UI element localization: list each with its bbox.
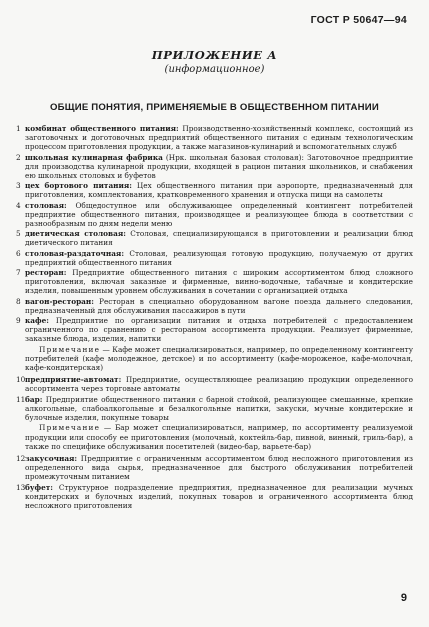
definition-number: 7 [16,268,21,278]
section-title: ОБЩИЕ ПОНЯТИЯ, ПРИМЕНЯЕМЫЕ В ОБЩЕСТВЕННОМ ПИТАНИИ [50,102,379,113]
definition-number: 9 [16,316,21,326]
definition-text: Предприятие общественного питания с широким ассортиментом блюд сложного приготовления, включая заказные и фирменные, винно-водочные, табачные и кондитерские изделия, повышенным уровнем обслуживания в сочетании с организацией отдыха [25,268,413,296]
definition-number: 2 [16,152,21,162]
note-label: Примечание [39,344,101,354]
definition-item [16,483,413,511]
definition-item [16,153,413,181]
appendix-title: ПРИЛОЖЕНИЕ А [151,48,278,62]
definition-text: Предприятие с ограниченным ассортиментом блюд несложного приготовления из определенного вида сырья, предназначенное для быстрого обслуживания потребителей промежуточным питанием [25,453,413,482]
definitions-list [16,124,413,511]
definition-item [16,201,413,229]
note-text: — Бар может специализироваться, например, по ассортименту реализуемой продукции или способу ее приготовления (молочный, коктейль-бар, пивной, винный, гриль-бар), а также по специфике обслуживания посетителей (видео-бар, варьете-бар) [25,423,413,451]
note [16,345,413,373]
definition-term: комбинат общественного питания: [25,124,179,133]
definition-number: 5 [16,229,21,239]
definition-number: 13 [16,482,26,492]
definition-text: Производственно-хозяйственный комплекс, состоящий из заготовочных и доготовочных предприятий общественного питания с единым технологическим процессом приготовления продукции, а также магазинов-кулинарий и вспомогательных служб [25,124,413,152]
definition-text: (Нрк. школьная базовая столовая): Заготовочное предприятие для производства кулинарной продукции, входящей в рацион питания школьников, и снабжения ею школьных столовых и буфетов [25,152,413,181]
appendix-subtitle: (информационное) [164,64,265,75]
definition-item [16,316,413,344]
definition-item [16,268,413,296]
definition-item [16,124,413,152]
definition-text: Столовая, специализирующаяся в приготовлении и реализации блюд диетического питания [25,229,413,248]
page-number: 9 [400,592,407,604]
definition-text: Предприятие, осуществляющее реализацию продукции определенного ассортимента через торговые автоматы [25,375,413,394]
definition-item [16,229,413,247]
definition-term: закусочная: [25,453,78,463]
definition-item [16,297,413,315]
definition-item [16,395,413,423]
note-label: Примечание [39,423,101,433]
note-text: — Кафе может специализироваться, например, по определенному контингенту потребителей (кафе молодежное, детское) и по ассортименту (кафе-мороженое, кафе-молочная, кафе-кондитерская) [25,344,413,373]
definition-number: 11 [16,394,26,404]
definition-item [16,454,413,482]
definition-term: буфет: [25,482,53,492]
standard-code: ГОСТ Р 50647—94 [310,14,407,26]
definition-text: Столовая, реализующая готовую продукцию, получаемую от других предприятий общественного питания [25,248,413,267]
note [16,423,413,451]
definition-text: Структурное подразделение предприятия, предназначенное для реализации мучных кондитерских и булочных изделий, покупных товаров и ограниченного ассортимента блюд несложного приготовления [25,482,413,510]
definition-text: Общедоступное или обслуживающее определенный контингент потребителей предприятие общественного питания, производящее и реализующее блюда в соответствии с разнообразным по дням недели меню [25,200,413,229]
definition-text: Предприятие общественного питания с барной стойкой, реализующее смешанные, крепкие алкогольные, слабоалкогольные и безалкогольные напитки, закуски, мучные кондитерские и булочные изделия, покупные товары [25,394,413,423]
definition-term: предприятие-автомат: [25,375,122,385]
definition-item [16,249,413,267]
definition-term: кафе: [25,316,49,326]
definition-text: Предприятие по организации питания и отдыха потребителей с предоставлением ограниченного по сравнению с рестораном ассортимента продукции. Реализует фирменные, заказные блюда, изделия, напитки [25,316,413,344]
definition-number: 3 [16,181,21,191]
definition-item [16,375,413,393]
definition-term: школьная кулинарная фабрика [25,152,163,162]
definition-number: 6 [16,248,21,258]
definition-term: вагон-ресторан: [25,296,94,306]
definition-term: цех бортового питания: [25,181,133,191]
definition-number: 1 [16,124,21,133]
definition-number: 8 [16,296,21,306]
definition-number: 10 [16,375,26,385]
definition-term: столовая-раздаточная: [25,248,125,258]
definition-number: 12 [16,453,26,463]
definition-term: бар: [25,394,43,404]
definition-text: Ресторан в специально оборудованном вагоне поезда дальнего следования, предназначенный для обслуживания пассажиров в пути [25,296,413,315]
definition-term: диетическая столовая: [25,229,126,239]
definition-number: 4 [16,200,21,210]
definition-text: Цех общественного питания при аэропорте, предназначенный для приготовления, комплектования, кратковременного хранения и отпуска пищи на самолеты [25,181,413,200]
definition-term: ресторан: [25,268,67,278]
definition-item [16,181,413,199]
definition-term: столовая: [25,200,67,210]
